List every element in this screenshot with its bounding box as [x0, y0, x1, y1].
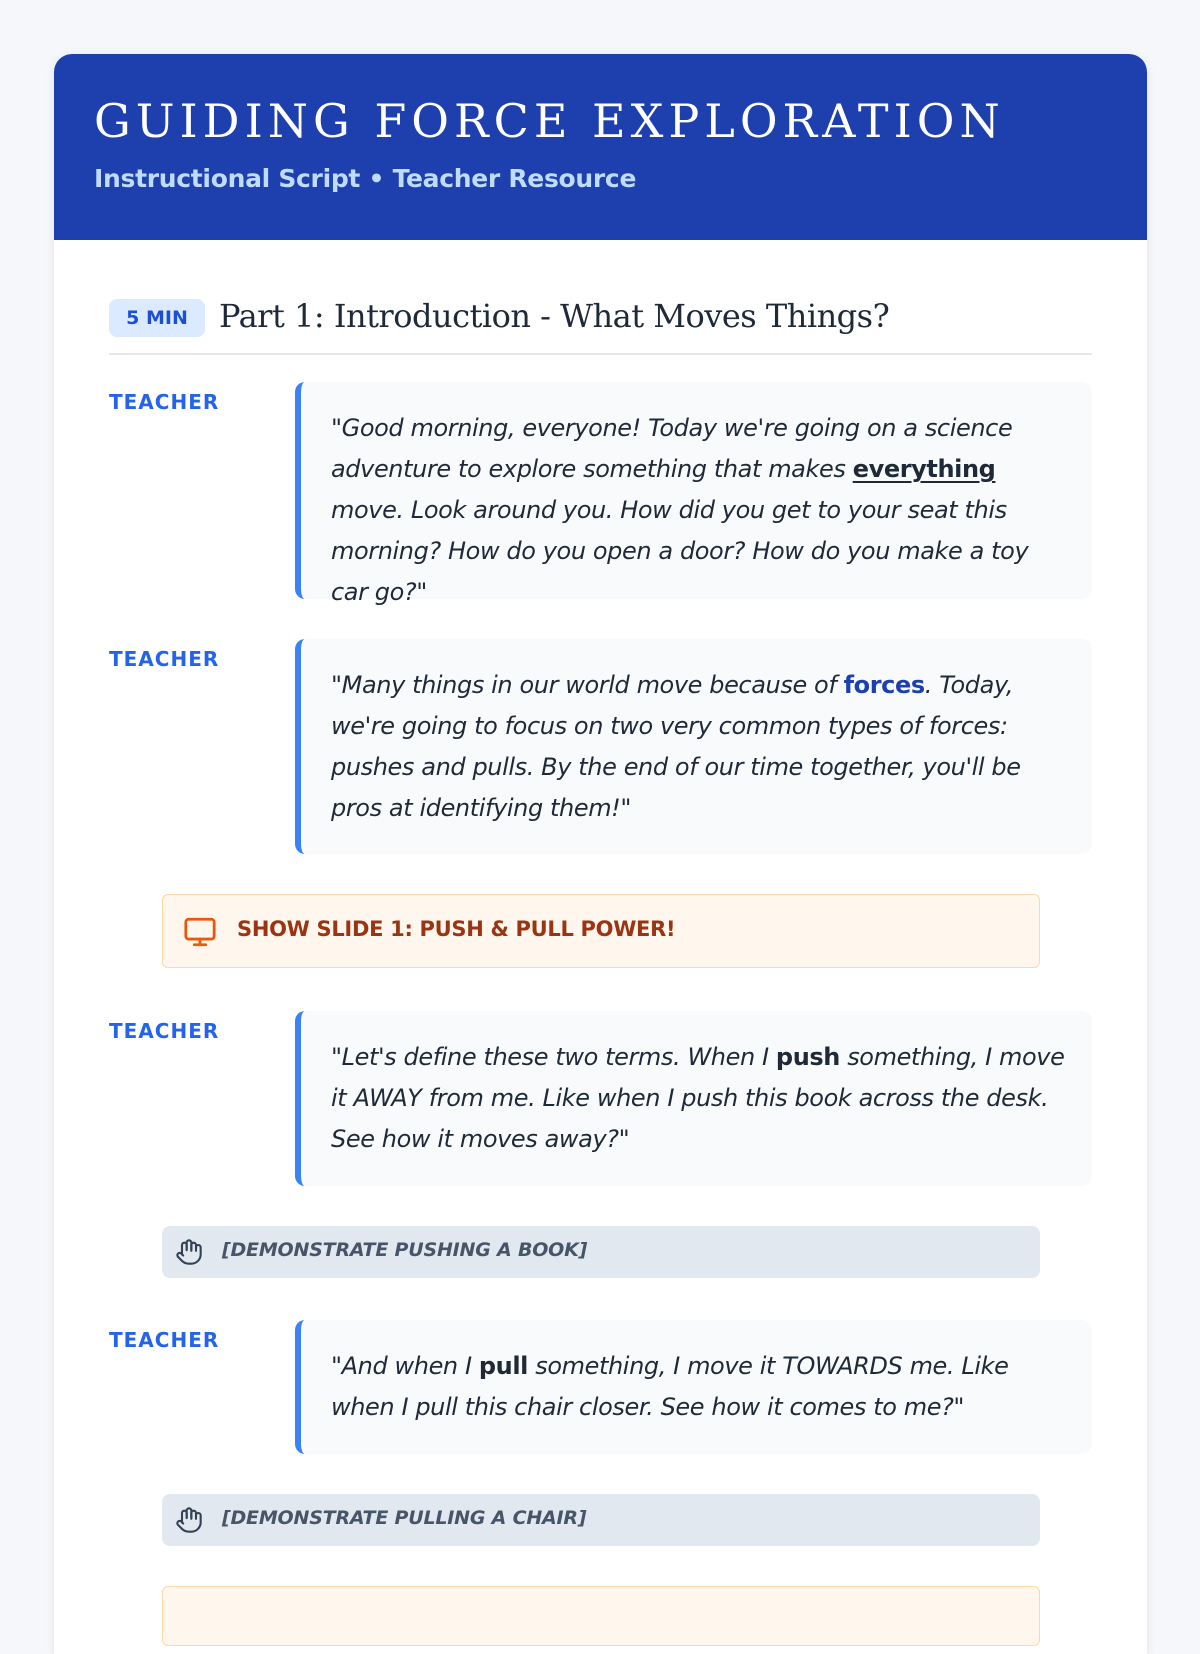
action-cue-text: [DEMONSTRATE PUSHING A BOOK]: [222, 1239, 588, 1261]
action-cue-text: [DEMONSTRATE PULLING A CHAIR]: [222, 1507, 587, 1529]
keyword-push: push: [775, 1043, 840, 1071]
monitor-icon: [183, 915, 217, 949]
next-slide-cue: [162, 1586, 1040, 1646]
hand-icon: [175, 1238, 203, 1266]
quote-text: "Many things in our world move because of: [331, 671, 844, 699]
quote-text: "Good morning, everyone! Today we're going on a science adventure to explore something that makes: [331, 414, 1013, 483]
teacher-quote: [295, 1320, 1092, 1454]
speaker-label: TEACHER: [109, 1019, 220, 1043]
quote-text: "And when I: [331, 1352, 479, 1380]
keyword-pull: pull: [478, 1352, 529, 1380]
quote-text: "Let's define these two terms. When I: [331, 1043, 776, 1071]
page-header: [54, 54, 1147, 240]
section-heading: [109, 299, 1092, 355]
teacher-quote: [295, 1011, 1092, 1186]
quote-text: move. Look around you. How did you get to your seat this morning? How do you open a door? How do you make a toy car go?": [331, 496, 1029, 606]
action-cue: [162, 1494, 1040, 1546]
quote-text: . Today, we're going to focus on two very common types of forces: pushes and pulls. By the end of our time together, you'll be pros at identifying them!": [331, 671, 1021, 822]
teacher-quote: [295, 639, 1092, 854]
speaker-label: TEACHER: [109, 390, 220, 414]
teacher-quote: [295, 382, 1092, 606]
script-page: [54, 54, 1147, 1654]
speaker-label: TEACHER: [109, 1328, 220, 1352]
page-subtitle: Instructional Script • Teacher Resource: [94, 164, 637, 193]
quote-text: something, I move it AWAY from me. Like when I push this book across the desk. See how it moves away?": [331, 1043, 1065, 1153]
section-title: Part 1: Introduction - What Moves Things?: [219, 297, 890, 335]
quote-text: something, I move it TOWARDS me. Like when I pull this chair closer. See how it comes to me?": [331, 1352, 1009, 1421]
speaker-label: TEACHER: [109, 647, 220, 671]
page-title: GUIDING FORCE EXPLORATION: [94, 94, 1005, 148]
slide-cue: [162, 894, 1040, 968]
hand-icon: [175, 1506, 203, 1534]
emphasis-word: everything: [852, 455, 996, 483]
action-cue: [162, 1226, 1040, 1278]
slide-cue-text: SHOW SLIDE 1: PUSH & PULL POWER!: [237, 917, 676, 941]
time-badge: 5 MIN: [109, 299, 205, 337]
keyword-forces: forces: [843, 671, 925, 699]
